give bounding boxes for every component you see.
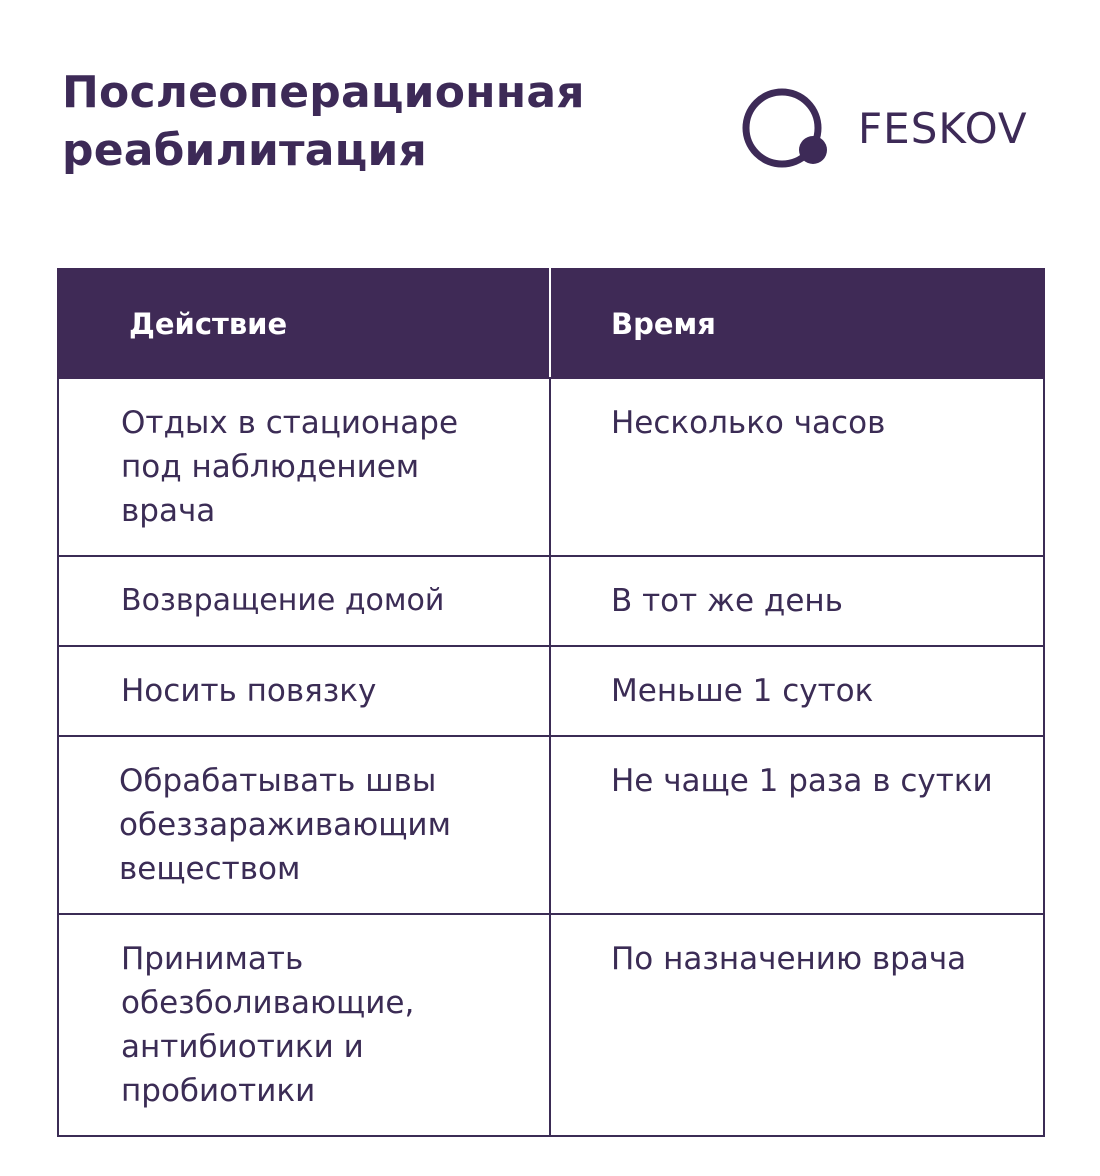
rehabilitation-table bbox=[57, 268, 1045, 1137]
time-cell: Не чаще 1 раза в сутки bbox=[550, 736, 1044, 914]
page-title-line-2: реабилитация bbox=[62, 125, 427, 176]
column-header-time: Время bbox=[550, 269, 1044, 378]
brand-logo bbox=[742, 88, 1028, 168]
time-cell: По назначению врача bbox=[550, 914, 1044, 1136]
table-row bbox=[58, 378, 1044, 556]
circle-with-dot-logo-icon bbox=[742, 88, 830, 168]
page-title bbox=[62, 64, 585, 180]
table-row bbox=[58, 646, 1044, 736]
action-cell: Принимать обезболивающие, антибиотики и пробиотики bbox=[58, 914, 550, 1136]
table-header-row bbox=[58, 269, 1044, 378]
action-cell: Носить повязку bbox=[58, 646, 550, 736]
time-cell: Меньше 1 суток bbox=[550, 646, 1044, 736]
time-cell: В тот же день bbox=[550, 556, 1044, 646]
table-row bbox=[58, 556, 1044, 646]
table-row bbox=[58, 736, 1044, 914]
column-header-action: Действие bbox=[58, 269, 550, 378]
time-cell: Несколько часов bbox=[550, 378, 1044, 556]
action-cell: Возвращение домой bbox=[58, 556, 550, 646]
action-cell: Отдых в стационаре под наблюдением врача bbox=[58, 378, 550, 556]
page-title-line-1: Послеоперационная bbox=[62, 67, 585, 118]
table-row bbox=[58, 914, 1044, 1136]
brand-logo-text: FESKOV bbox=[858, 103, 1028, 153]
action-cell: Обрабатывать швы обеззараживающим веществом bbox=[58, 736, 550, 914]
